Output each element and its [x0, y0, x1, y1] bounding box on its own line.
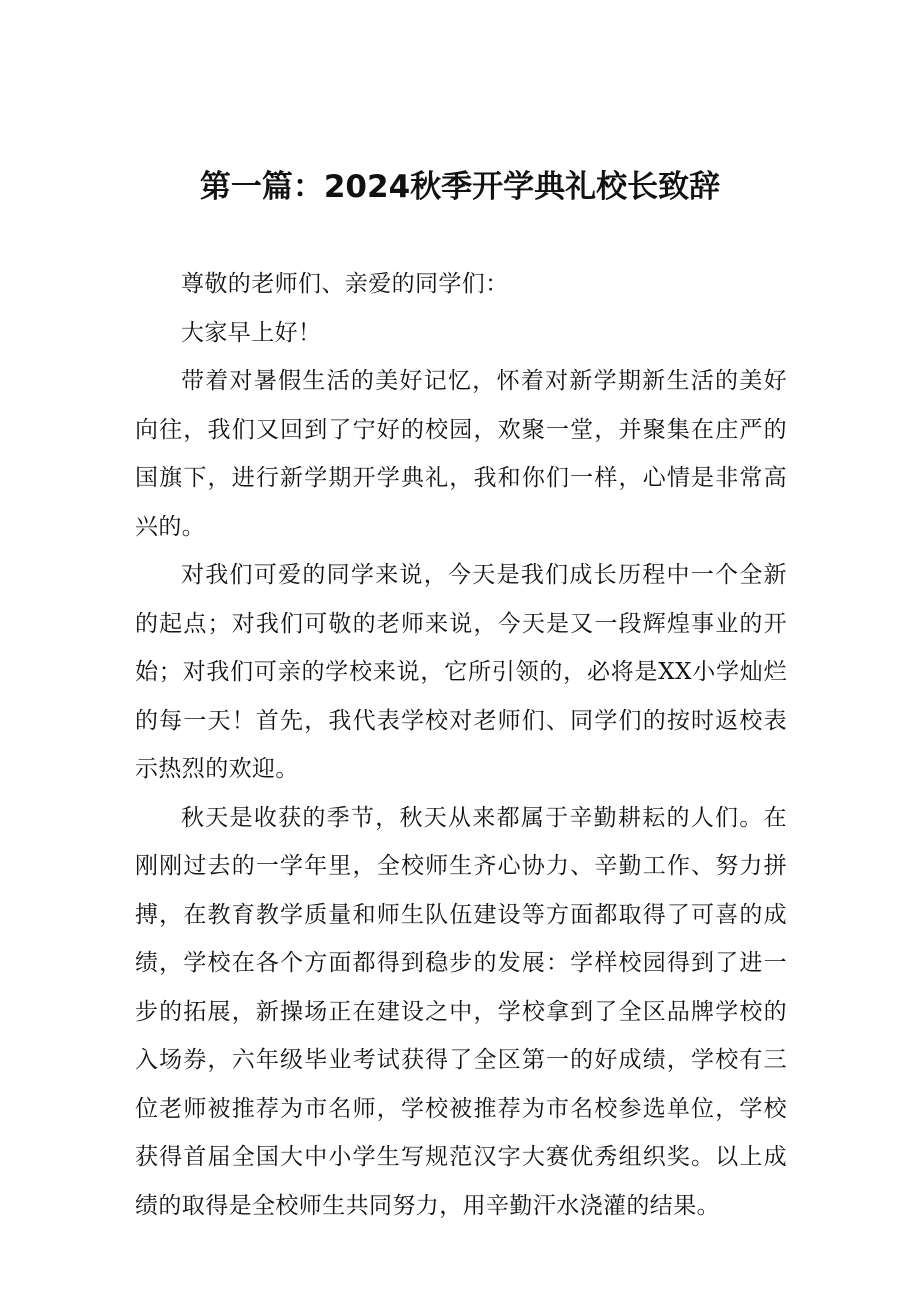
document-title: 第一篇：2024秋季开学典礼校长致辞 [199, 169, 721, 205]
paragraph-achievements: 秋天是收获的季节，秋天从来都属于辛勤耕耘的人们。在刚刚过去的一学年里，全校师生齐心协力、辛勤工作、努力拼搏，在教育教学质量和师生队伍建设等方面都取得了可喜的成绩，学校在各个方面都得到稳步的发展：学样校园得到了进一步的拓展，新操场正在建设之中，学校拿到了全区品牌学校的入场券，六年级毕业考试获得了全区第一的好成绩，学校有三位老师被推荐为市名师，学校被推荐为市名校参选单位，学校获得首届全国大中小学生写规范汉字大赛优秀组织奖。以上成绩的取得是全校师生共同努力，用辛勤汗水浇灌的结果。 [135, 804, 787, 1219]
paragraph-greeting: 大家早上好！ [181, 319, 322, 346]
document-body [135, 260, 787, 1230]
paragraph-salutation: 尊敬的老师们、亲爱的同学们： [181, 271, 509, 297]
paragraph-opening: 带着对暑假生活的美好记忆，怀着对新学期新生活的美好向往，我们又回到了宁好的校园，欢聚一堂，并聚集在庄严的国旗下，进行新学期开学典礼，我和你们一样，心情是非常高兴的。 [135, 368, 787, 540]
paragraph-welcome: 对我们可爱的同学来说，今天是我们成长历程中一个全新的起点；对我们可敬的老师来说，今天是又一段辉煌事业的开始；对我们可亲的学校来说，它所引领的，必将是XX小学灿烂的每一天！首先，我代表学校对老师们、同学们的按时返校表示热烈的欢迎。 [135, 562, 787, 782]
